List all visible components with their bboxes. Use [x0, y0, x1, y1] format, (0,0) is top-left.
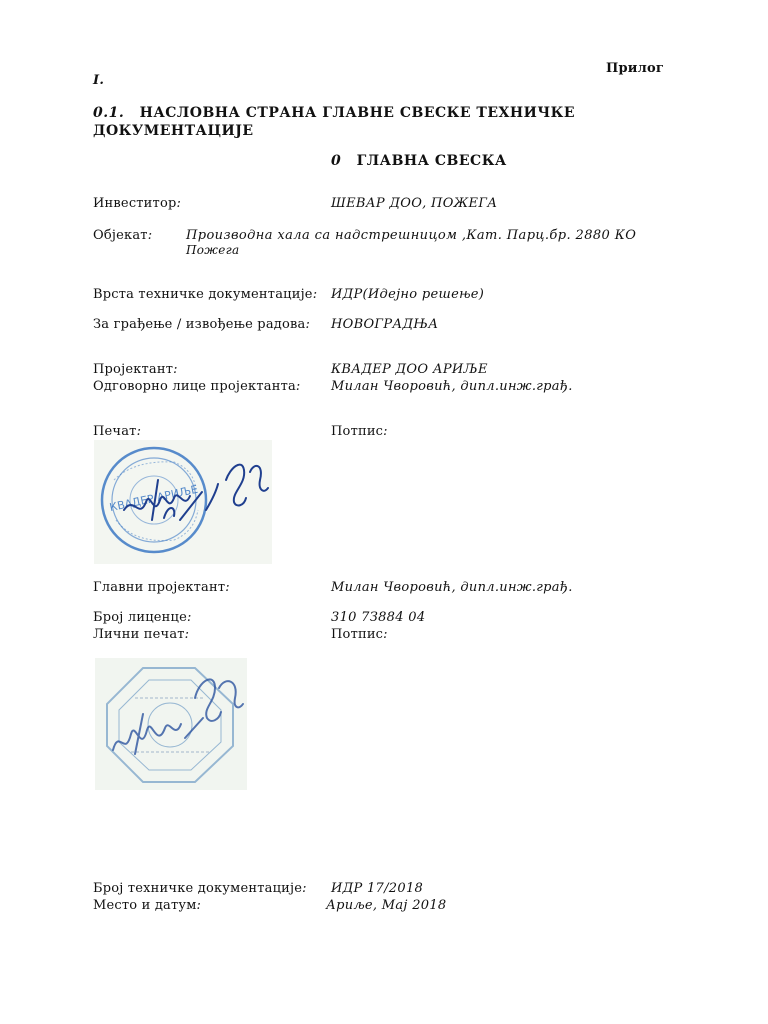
volume-title — [331, 152, 507, 170]
attachment-label: Прилог — [606, 61, 665, 76]
investor-value: ШЕВАР ДОО, ПОЖЕГА — [331, 196, 498, 211]
company-stamp-text: КВАДЕР АРИЉЕ — [108, 482, 200, 515]
chief-designer-label: Главни пројектант: — [93, 580, 230, 595]
personal-stamp-svg — [95, 658, 247, 790]
place-date-label: Место и датум: — [93, 898, 202, 913]
personal-stamp-image — [95, 658, 247, 790]
doc-number-label: Број техничке документације: — [93, 881, 307, 896]
investor-label: Инвеститор: — [93, 196, 182, 211]
company-stamp-svg — [94, 440, 272, 564]
section-title-line1: НАСЛОВНА СТРАНА ГЛАВНЕ СВЕСКЕ ТЕХНИЧКЕ — [139, 105, 576, 121]
object-value-line2: Пожега — [186, 243, 240, 257]
attachment-number: I. — [93, 73, 105, 88]
works-value: НОВОГРАДЊА — [331, 317, 439, 332]
signature-label: Потпис: — [331, 424, 388, 439]
section-number: 0.1. — [93, 105, 125, 121]
object-value-line1: Производна хала са надстрешницом ,Кат. Парц.бр. 2880 КО — [186, 228, 637, 243]
section-title-line2: ДОКУМЕНТАЦИЈЕ — [93, 123, 254, 139]
doc-type-value: ИДР(Идејно решење) — [331, 287, 485, 302]
object-label: Објекат: — [93, 228, 153, 243]
volume-number: 0 — [331, 153, 342, 169]
license-value: 310 7З884 04 — [331, 610, 426, 625]
personal-stamp-label: Лични печат: — [93, 627, 190, 642]
license-label: Број лиценце: — [93, 610, 192, 625]
section-heading — [93, 104, 575, 122]
doc-number-value: ИДР 17/2018 — [331, 881, 424, 896]
designer-label: Пројектант: — [93, 362, 178, 377]
company-stamp-image — [94, 440, 272, 564]
responsible-value: Милан Чворовић, дипл.инж.грађ. — [331, 379, 573, 394]
chief-designer-value: Милан Чворовић, дипл.инж.грађ. — [331, 580, 573, 595]
responsible-label: Одговорно лице пројектанта: — [93, 379, 301, 394]
works-label: За грађење / извођење радова: — [93, 317, 311, 332]
doc-type-label: Врста техничке документације: — [93, 287, 318, 302]
stamp-label: Печат: — [93, 424, 142, 439]
place-date-value: Ариље, Мај 2018 — [326, 898, 447, 913]
designer-value: КВАДЕР ДОО АРИЉЕ — [331, 362, 488, 377]
signature2-label: Потпис: — [331, 627, 388, 642]
volume-name: ГЛАВНА СВЕСКА — [356, 153, 507, 169]
